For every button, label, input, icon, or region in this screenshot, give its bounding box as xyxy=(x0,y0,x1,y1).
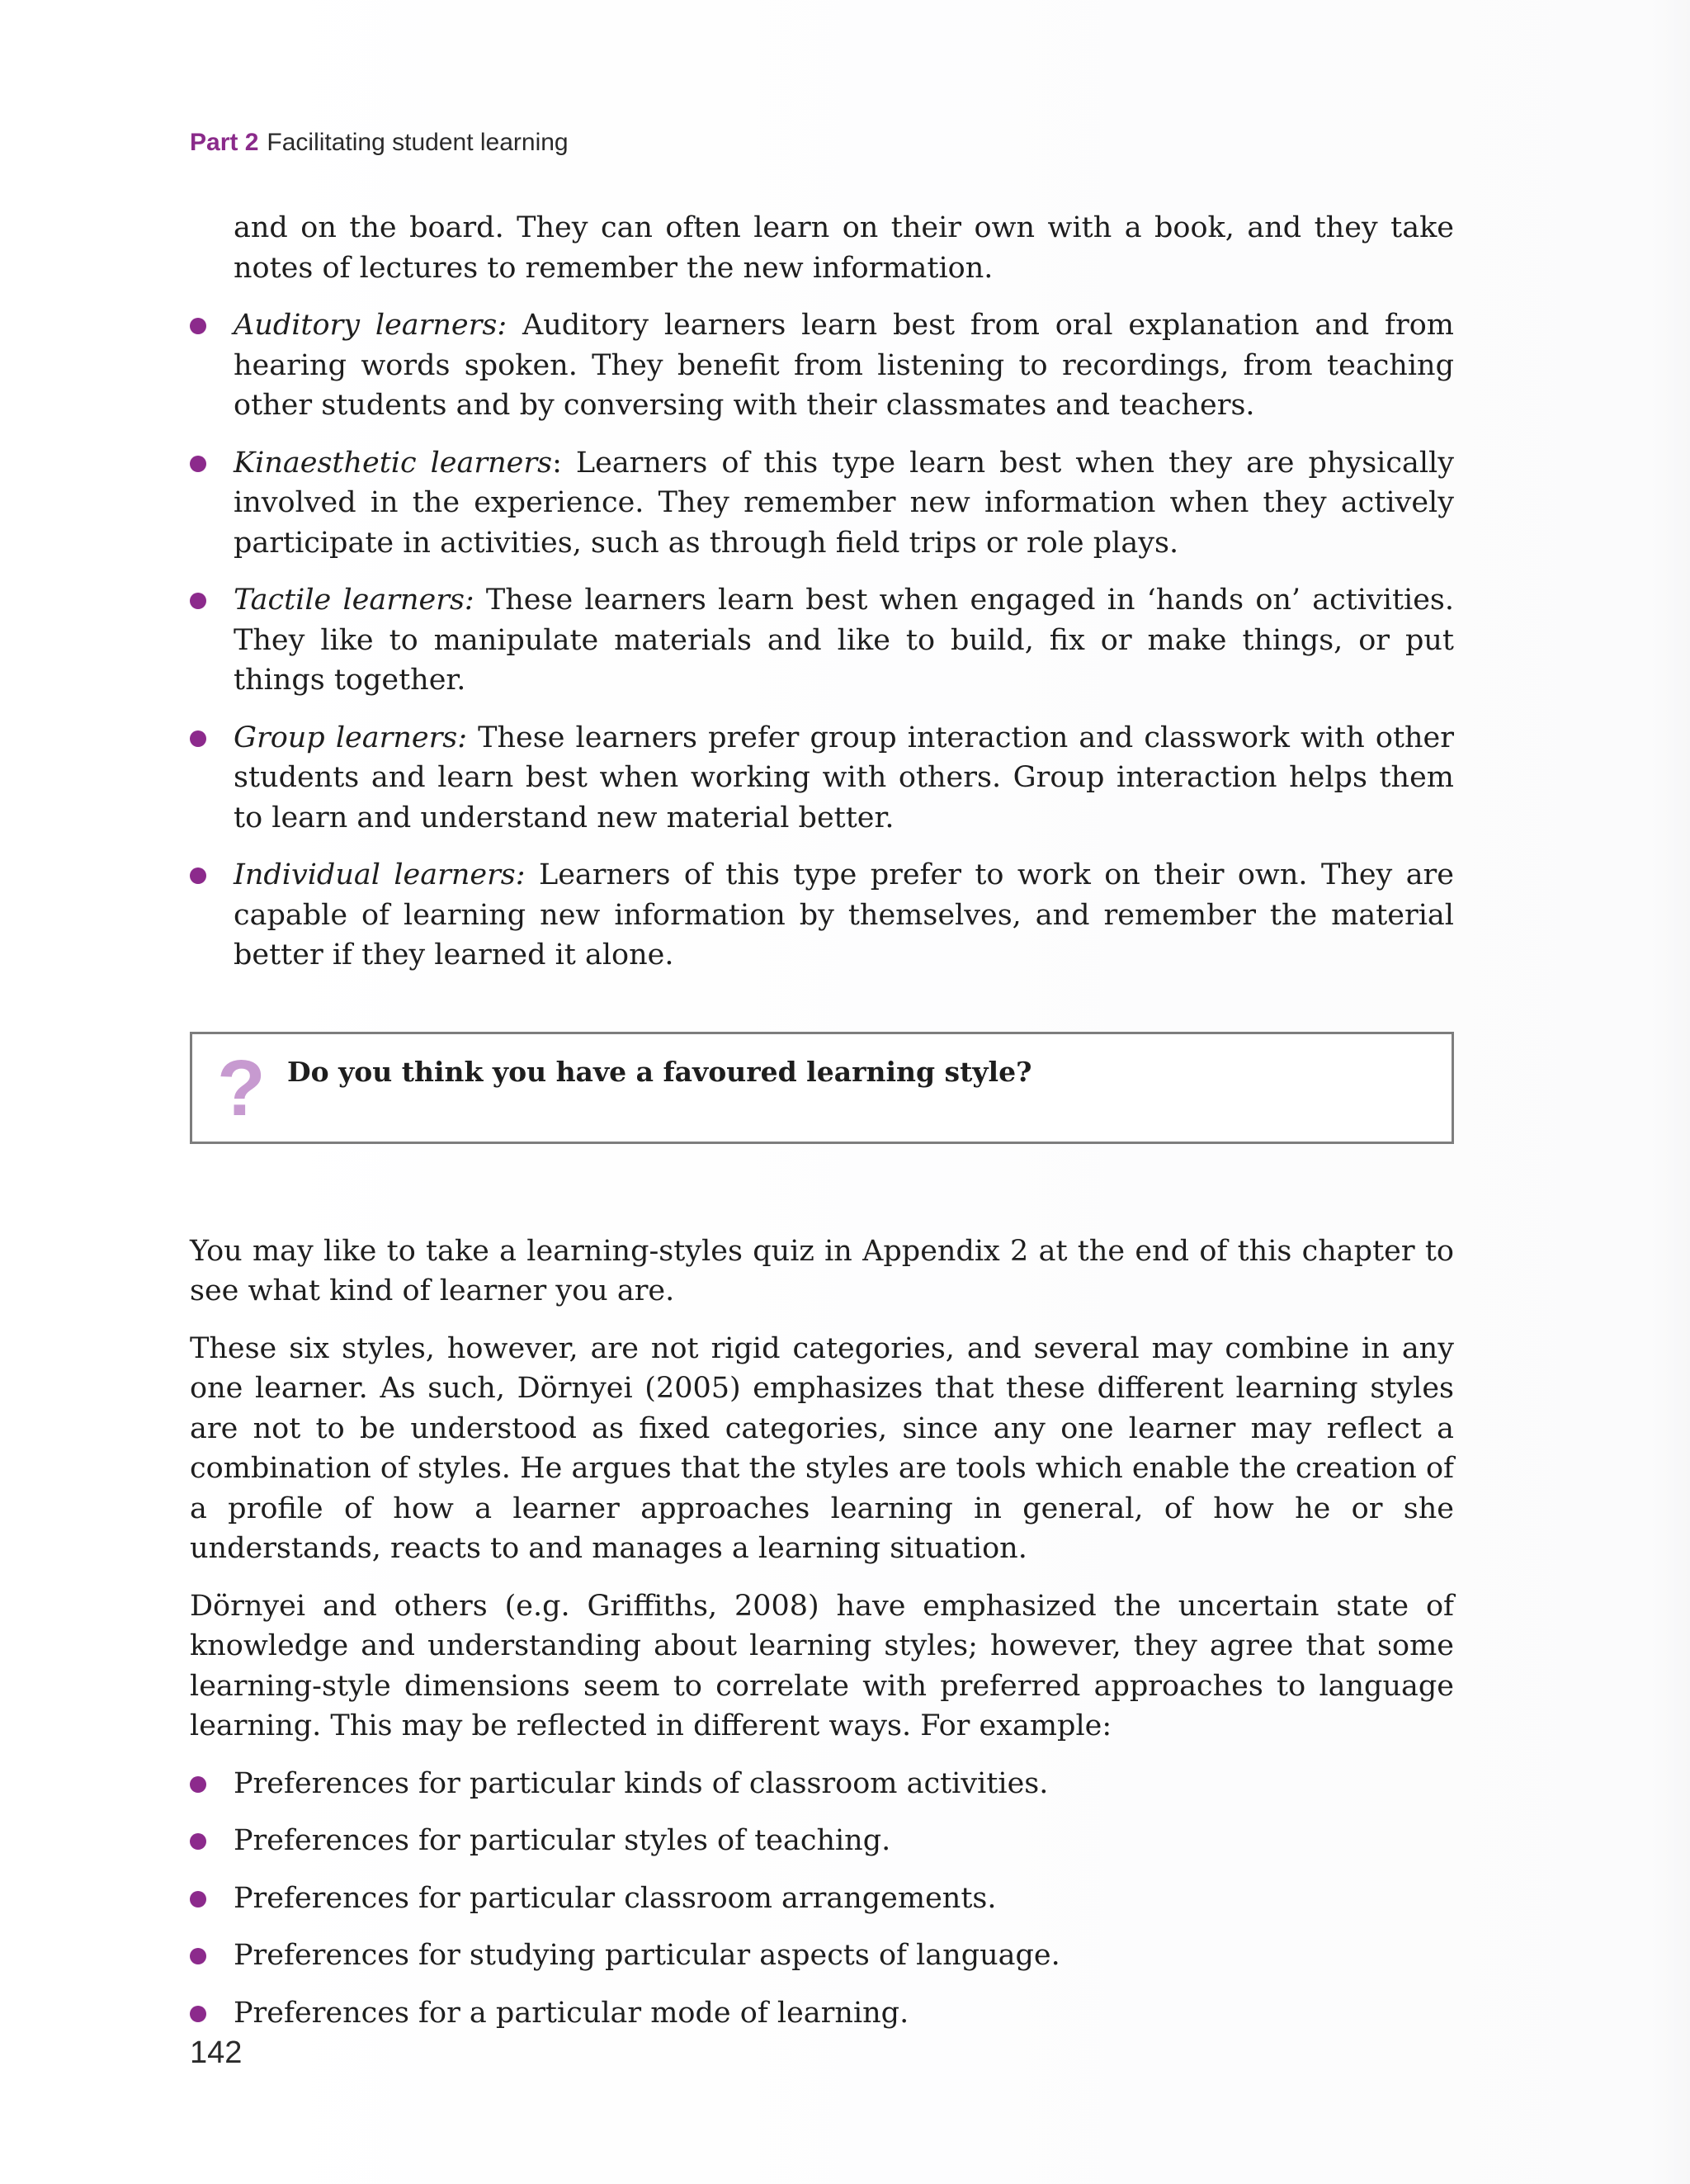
learner-type-text: Learners of this type prefer to work on their own. They are capable of learning new information by themselves, and remember the material better if they learned it alone. xyxy=(234,858,1455,971)
learner-type-text: Auditory learners learn best from oral explanation and from hearing words spoken. They benefit from listening to recordings, from teaching other students and by conversing with their classmates and teachers. xyxy=(234,309,1454,422)
learner-type-text: These learners learn best when engaged in ‘hands on’ activities. They like to manipulate materials and like to build, fix or make things, or put things together. xyxy=(234,584,1454,697)
reflection-question-box xyxy=(190,1032,1454,1144)
list-item xyxy=(190,1821,1454,1861)
list-item xyxy=(190,443,1454,564)
bullet-icon xyxy=(190,318,206,334)
page-number: 142 xyxy=(190,2035,243,2070)
bullet-icon xyxy=(190,593,206,609)
page-content xyxy=(190,208,1454,2050)
bullet-icon xyxy=(190,456,206,472)
list-item xyxy=(190,580,1454,701)
list-item xyxy=(190,1936,1454,1976)
bullet-icon xyxy=(190,1776,206,1793)
preference-text: Preferences for particular styles of teaching. xyxy=(234,1824,891,1857)
learner-types-list xyxy=(190,305,1454,976)
body-paragraph: Dörnyei and others (e.g. Griffiths, 2008) have emphasized the uncertain state of knowledge and understanding about learning styles; however, they agree that some learning-style dimensions seem to correlate with preferred approaches to language learning. This may be reflected in different ways. For example: xyxy=(190,1589,1454,1742)
section-title: Facilitating student learning xyxy=(267,129,569,156)
bullet-icon xyxy=(190,867,206,884)
body-paragraph: These six styles, however, are not rigid categories, and several may combine in any one learner. As such, Dörnyei (2005) emphasizes that these different learning styles are not to be understood as fixed categories, since any one learner may reflect a combination of styles. He argues that the styles are tools which enable the creation of a profile of how a learner approaches learning in general, of how he or she understands, reacts to and manages a learning situation. xyxy=(190,1331,1454,1565)
preference-text: Preferences for studying particular aspects of language. xyxy=(234,1939,1060,1972)
intro-continuation: and on the board. They can often learn on their own with a book, and they take notes of lectures to remember the new information. xyxy=(234,211,1454,285)
learner-type-text: : Learners of this type learn best when they are physically involved in the experience. They remember new information when they actively participate in activities, such as through field trips or role plays. xyxy=(234,446,1454,560)
bullet-icon xyxy=(190,2006,206,2022)
question-mark-icon: ? xyxy=(217,1043,266,1132)
bullet-icon xyxy=(190,1948,206,1964)
list-item xyxy=(190,718,1454,839)
part-label: Part 2 xyxy=(190,129,259,156)
bullet-icon xyxy=(190,1891,206,1907)
bullet-icon xyxy=(190,1833,206,1850)
body-paragraph: You may like to take a learning-styles quiz in Appendix 2 at the end of this chapter to see what kind of learner you are. xyxy=(190,1234,1454,1307)
preference-text: Preferences for particular kinds of classroom activities. xyxy=(234,1766,1049,1800)
learner-type-term: Tactile learners: xyxy=(234,584,474,617)
bullet-icon xyxy=(190,730,206,747)
list-item xyxy=(190,1879,1454,1919)
list-item xyxy=(190,1993,1454,2034)
learner-type-term: Auditory learners: xyxy=(234,309,507,342)
learner-type-term: Group learners: xyxy=(234,721,468,754)
learner-type-term: Individual learners: xyxy=(234,858,526,891)
list-item xyxy=(190,1764,1454,1804)
list-item xyxy=(190,305,1454,426)
preference-text: Preferences for a particular mode of learning. xyxy=(234,1996,909,2030)
running-head xyxy=(190,129,569,157)
list-item xyxy=(190,855,1454,976)
reflection-question: Do you think you have a favoured learning style? xyxy=(287,1055,1032,1088)
preferences-list xyxy=(190,1764,1454,2034)
learner-type-text: These learners prefer group interaction and classwork with other students and learn best when working with others. Group interaction helps them to learn and understand new material better. xyxy=(234,721,1454,834)
learner-type-term: Kinaesthetic learners xyxy=(234,446,553,480)
preference-text: Preferences for particular classroom arrangements. xyxy=(234,1881,997,1915)
